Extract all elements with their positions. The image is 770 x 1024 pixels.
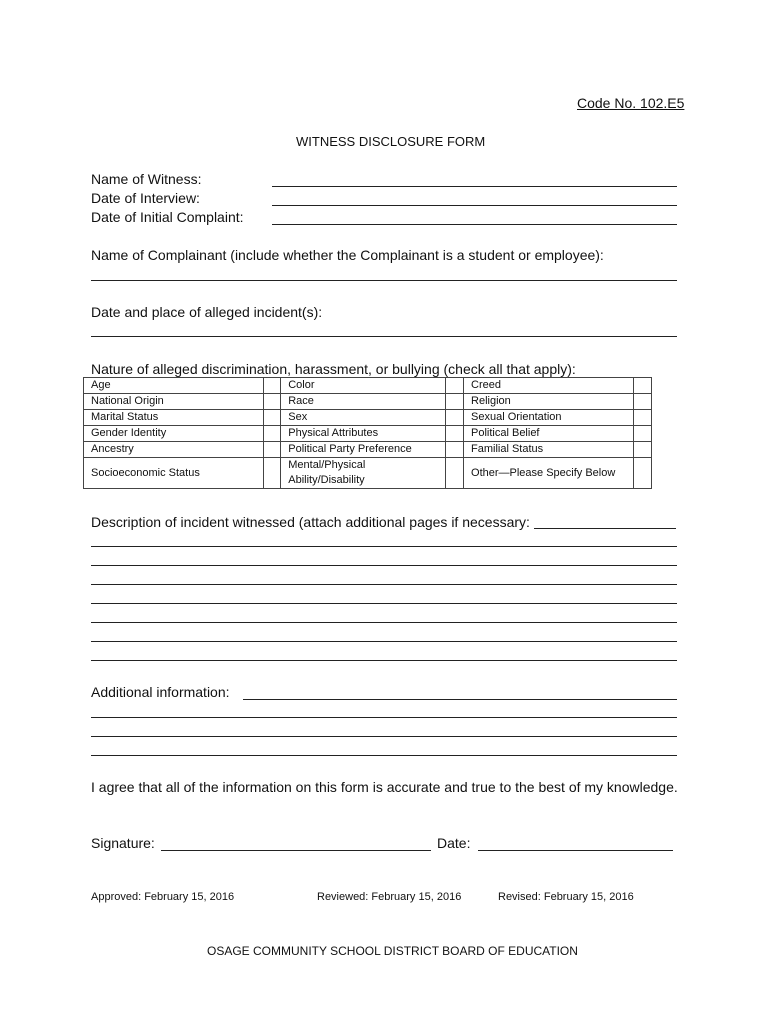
option-label: Other—Please Specify Below: [464, 458, 634, 489]
incident-field[interactable]: [91, 336, 677, 337]
approved-date: Approved: February 15, 2016: [91, 891, 235, 903]
complainant-field[interactable]: [91, 280, 677, 281]
additional-info-line[interactable]: [91, 717, 677, 718]
checkbox[interactable]: [634, 394, 652, 410]
date-label: Date:: [437, 835, 471, 851]
additional-info-label: Additional information:: [91, 684, 230, 700]
checkbox[interactable]: [263, 426, 281, 442]
option-label: National Origin: [84, 394, 264, 410]
option-label: Mental/Physical Ability/Disability: [281, 458, 446, 489]
description-line[interactable]: [91, 546, 677, 547]
discrimination-type-table: [83, 377, 652, 489]
option-label: Race: [281, 394, 446, 410]
option-label: Socioeconomic Status: [84, 458, 264, 489]
reviewed-date: Reviewed: February 15, 2016: [317, 891, 462, 903]
option-label: Gender Identity: [84, 426, 264, 442]
checkbox[interactable]: [446, 410, 464, 426]
witness-name-label: Name of Witness:: [91, 171, 202, 187]
option-label: Sexual Orientation: [464, 410, 634, 426]
checkbox[interactable]: [446, 378, 464, 394]
description-line[interactable]: [91, 641, 677, 642]
checkbox[interactable]: [634, 458, 652, 489]
table-row: [84, 426, 652, 442]
table-row: [84, 378, 652, 394]
option-label: Political Belief: [464, 426, 634, 442]
date-field[interactable]: [478, 850, 673, 851]
table-row: [84, 410, 652, 426]
checkbox[interactable]: [446, 426, 464, 442]
revised-date: Revised: February 15, 2016: [498, 891, 634, 903]
description-line[interactable]: [91, 622, 677, 623]
description-field[interactable]: [534, 528, 676, 529]
agreement-statement: I agree that all of the information on this form is accurate and true to the best of my knowledge.: [91, 779, 678, 795]
option-label: Physical Attributes: [281, 426, 446, 442]
description-line[interactable]: [91, 603, 677, 604]
checkbox[interactable]: [446, 458, 464, 489]
table-row: [84, 394, 652, 410]
option-label: Creed: [464, 378, 634, 394]
option-label: Ancestry: [84, 442, 264, 458]
interview-date-field[interactable]: [272, 205, 677, 206]
table-row: [84, 442, 652, 458]
description-label: Description of incident witnessed (attach additional pages if necessary:: [91, 514, 530, 530]
initial-complaint-date-field[interactable]: [272, 224, 677, 225]
checkbox[interactable]: [263, 458, 281, 489]
additional-info-line[interactable]: [91, 755, 677, 756]
option-label: Religion: [464, 394, 634, 410]
signature-label: Signature:: [91, 835, 155, 851]
checkbox[interactable]: [634, 378, 652, 394]
witness-name-field[interactable]: [272, 186, 677, 187]
form-title: WITNESS DISCLOSURE FORM: [296, 134, 486, 149]
additional-info-line[interactable]: [91, 736, 677, 737]
board-name: OSAGE COMMUNITY SCHOOL DISTRICT BOARD OF EDUCATION: [207, 944, 578, 958]
option-label: Familial Status: [464, 442, 634, 458]
checkbox[interactable]: [263, 378, 281, 394]
checkbox[interactable]: [634, 442, 652, 458]
checkbox[interactable]: [634, 410, 652, 426]
description-line[interactable]: [91, 660, 677, 661]
initial-complaint-date-label: Date of Initial Complaint:: [91, 209, 244, 225]
option-label: Age: [84, 378, 264, 394]
description-line[interactable]: [91, 584, 677, 585]
table-row: [84, 458, 652, 489]
checkbox[interactable]: [446, 394, 464, 410]
checkbox[interactable]: [263, 442, 281, 458]
code-number: Code No. 102.E5: [577, 95, 685, 111]
signature-field[interactable]: [161, 850, 431, 851]
checkbox[interactable]: [263, 410, 281, 426]
description-line[interactable]: [91, 565, 677, 566]
checkbox[interactable]: [634, 426, 652, 442]
interview-date-label: Date of Interview:: [91, 190, 200, 206]
nature-label: Nature of alleged discrimination, harassment, or bullying (check all that apply):: [91, 361, 576, 377]
option-label: Sex: [281, 410, 446, 426]
additional-info-field[interactable]: [243, 699, 677, 700]
checkbox[interactable]: [263, 394, 281, 410]
option-label: Color: [281, 378, 446, 394]
option-label: Political Party Preference: [281, 442, 446, 458]
checkbox[interactable]: [446, 442, 464, 458]
option-label: Marital Status: [84, 410, 264, 426]
incident-label: Date and place of alleged incident(s):: [91, 304, 323, 320]
complainant-label: Name of Complainant (include whether the Complainant is a student or employee):: [91, 247, 604, 263]
